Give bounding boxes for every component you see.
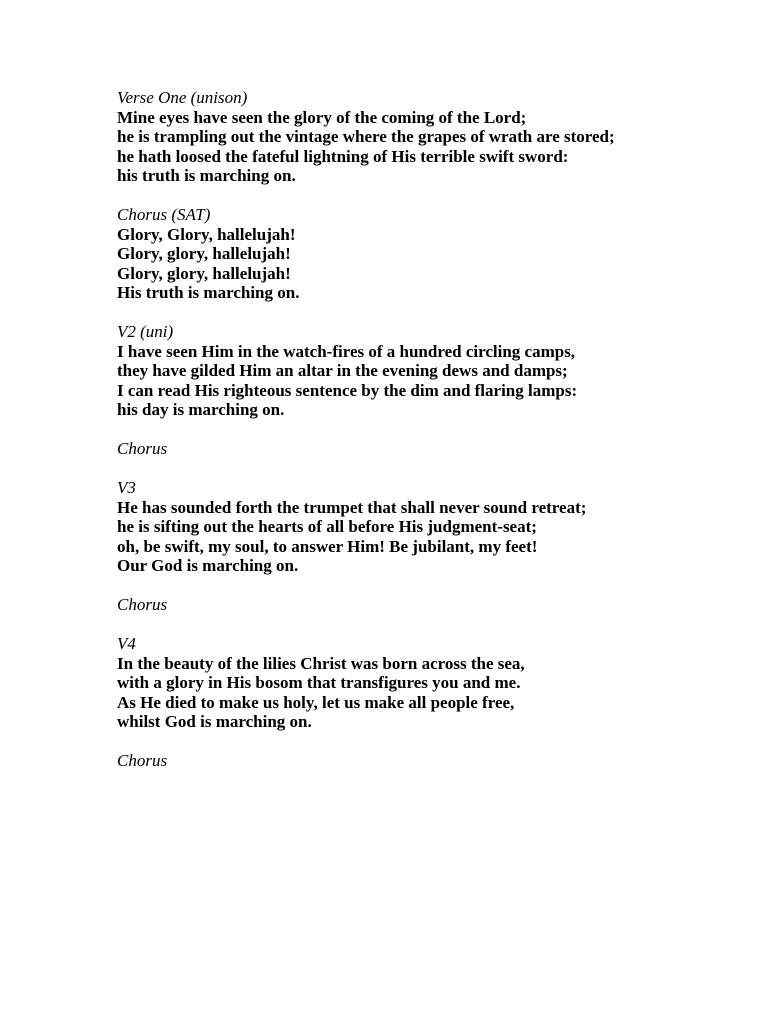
section-label: V3 xyxy=(117,478,136,497)
lyric-line: Mine eyes have seen the glory of the coming of the Lord; xyxy=(117,107,527,127)
lyric-line: He has sounded forth the trumpet that shall never sound retreat; xyxy=(117,497,587,517)
lyric-line: Glory, Glory, hallelujah! xyxy=(117,224,296,244)
lyric-line: he is sifting out the hearts of all before His judgment-seat; xyxy=(117,517,537,536)
section-label: Verse One (unison) xyxy=(117,88,248,107)
verse-4 xyxy=(117,634,737,732)
lyric-line: I can read His righteous sentence by the dim and flaring lamps: xyxy=(117,380,578,400)
lyric-line: whilst God is marching on. xyxy=(117,712,312,731)
lyric-line: Glory, glory, hallelujah! xyxy=(117,263,291,283)
lyric-line: he hath loosed the fateful lightning of His terrible swift sword: xyxy=(117,146,569,166)
section-label: Chorus xyxy=(117,595,168,614)
chorus-repeat-2 xyxy=(117,595,737,615)
lyric-line: his truth is marching on. xyxy=(117,166,296,185)
section-label: Chorus (SAT) xyxy=(117,205,211,224)
hymn-page xyxy=(117,88,737,790)
lyric-line: As He died to make us holy, let us make all people free, xyxy=(117,692,515,712)
section-label: Chorus xyxy=(117,439,168,458)
chorus-full xyxy=(117,205,737,303)
lyric-line: Glory, glory, hallelujah! xyxy=(117,244,291,263)
chorus-repeat-1 xyxy=(117,439,737,459)
lyric-line: he is trampling out the vintage where the grapes of wrath are stored; xyxy=(117,127,615,146)
section-label: V4 xyxy=(117,634,136,653)
verse-2 xyxy=(117,322,737,420)
lyric-line: with a glory in His bosom that transfigures you and me. xyxy=(117,673,521,692)
lyric-line: oh, be swift, my soul, to answer Him! Be jubilant, my feet! xyxy=(117,536,538,556)
verse-1 xyxy=(117,88,737,186)
lyric-line: In the beauty of the lilies Christ was born across the sea, xyxy=(117,653,525,673)
section-label: V2 (uni) xyxy=(117,322,174,341)
lyric-line: I have seen Him in the watch-fires of a hundred circling camps, xyxy=(117,341,576,361)
lyric-line: they have gilded Him an altar in the evening dews and damps; xyxy=(117,361,568,380)
lyric-line: His truth is marching on. xyxy=(117,283,300,302)
verse-3 xyxy=(117,478,737,576)
lyric-line: Our God is marching on. xyxy=(117,556,299,575)
lyric-line: his day is marching on. xyxy=(117,400,285,419)
chorus-repeat-3 xyxy=(117,751,737,771)
section-label: Chorus xyxy=(117,751,168,770)
